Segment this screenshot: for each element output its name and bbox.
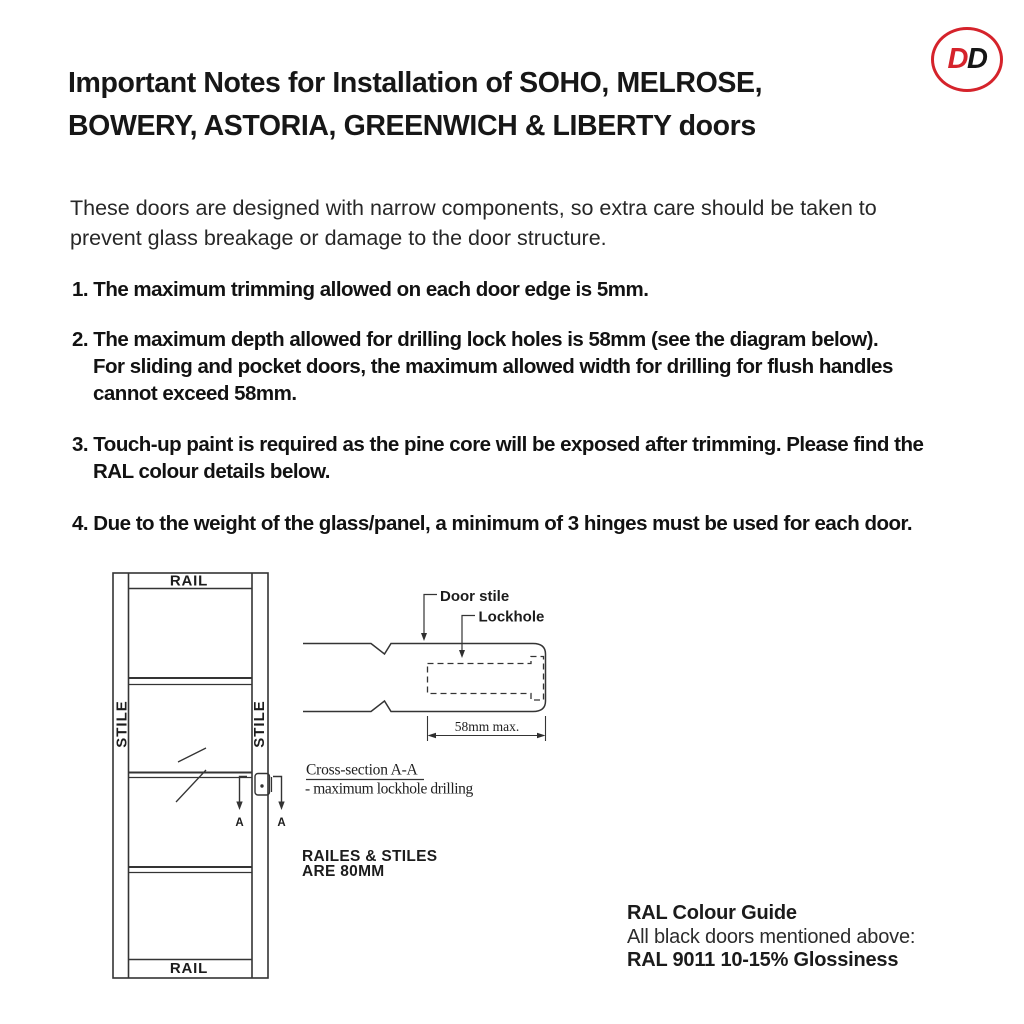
ral-guide-line2: All black doors mentioned above: bbox=[627, 925, 916, 948]
note-1-line1: 1. The maximum trimming allowed on each door edge is 5mm. bbox=[72, 278, 649, 301]
cross-section-title: Cross-section A-A bbox=[306, 761, 418, 779]
lockhole-dashed-outline bbox=[428, 657, 544, 701]
note-2-line3: cannot exceed 58mm. bbox=[93, 382, 297, 405]
door-outline bbox=[113, 573, 268, 978]
section-a-label-right: A bbox=[277, 817, 286, 829]
section-arrowhead-left bbox=[236, 802, 242, 811]
note-3-line1: 3. Touch-up paint is required as the pine core will be exposed after trimming. Please find the bbox=[72, 433, 924, 456]
ral-guide-title: RAL Colour Guide bbox=[627, 902, 797, 924]
door-stile-leader bbox=[424, 595, 437, 635]
section-a-label-left: A bbox=[235, 817, 244, 829]
page-title-line1: Important Notes for Installation of SOHO, MELROSE, bbox=[68, 67, 763, 99]
dimension-58mm-label: 58mm max. bbox=[454, 719, 520, 734]
section-arrowhead-right bbox=[278, 802, 284, 811]
stile-left-label: STILE bbox=[113, 700, 131, 748]
lockhole-leader bbox=[462, 616, 475, 652]
note-4-line1: 4. Due to the weight of the glass/panel, a minimum of 3 hinges must be used for each door. bbox=[72, 512, 913, 535]
dim-arrowhead-left bbox=[428, 733, 437, 738]
rails-stiles-note-line2: ARE 80MM bbox=[302, 863, 385, 880]
cross-section-subtitle: - maximum lockhole drilling bbox=[305, 780, 473, 798]
rail-top-label: RAIL bbox=[169, 572, 209, 590]
lockhole-label: Lockhole bbox=[478, 608, 545, 626]
rails-stiles-note-line1: RAILES & STILES bbox=[302, 848, 438, 865]
dim-arrowhead-right bbox=[537, 733, 546, 738]
lock-keyhole-dot bbox=[260, 784, 263, 787]
door-elevation bbox=[113, 573, 272, 978]
logo-letter-d1: D bbox=[947, 43, 967, 75]
rail-bottom-label: RAIL bbox=[169, 960, 209, 977]
ral-guide-line3: RAL 9011 10-15% Glossiness bbox=[627, 949, 899, 971]
door-stile-label: Door stile bbox=[440, 588, 510, 605]
intro-line2: prevent glass breakage or damage to the door structure. bbox=[70, 226, 607, 250]
stile-cross-section-outline bbox=[303, 644, 546, 712]
note-2-line1: 2. The maximum depth allowed for drilling lock holes is 58mm (see the diagram below). bbox=[72, 328, 879, 351]
section-cut-arrows bbox=[236, 777, 284, 811]
stile-right-label: STILE bbox=[251, 700, 268, 748]
glass-mark-1 bbox=[178, 748, 206, 762]
logo-letter-d2: D bbox=[967, 43, 987, 75]
note-2-line2: For sliding and pocket doors, the maximum allowed width for drilling for flush handles bbox=[93, 355, 893, 378]
door-stile-leader-arrowhead bbox=[421, 633, 427, 641]
note-3-line2: RAL colour details below. bbox=[93, 460, 330, 483]
section-arrow-right bbox=[273, 777, 282, 803]
glass-mark-2 bbox=[176, 770, 206, 802]
intro-line1: These doors are designed with narrow components, so extra care should be taken to bbox=[70, 196, 877, 220]
ral-colour-guide bbox=[627, 902, 915, 973]
lockhole-leader-arrowhead bbox=[459, 650, 465, 658]
page-title-line2: BOWERY, ASTORIA, GREENWICH & LIBERTY doors bbox=[68, 109, 756, 142]
section-arrow-left bbox=[240, 777, 248, 803]
